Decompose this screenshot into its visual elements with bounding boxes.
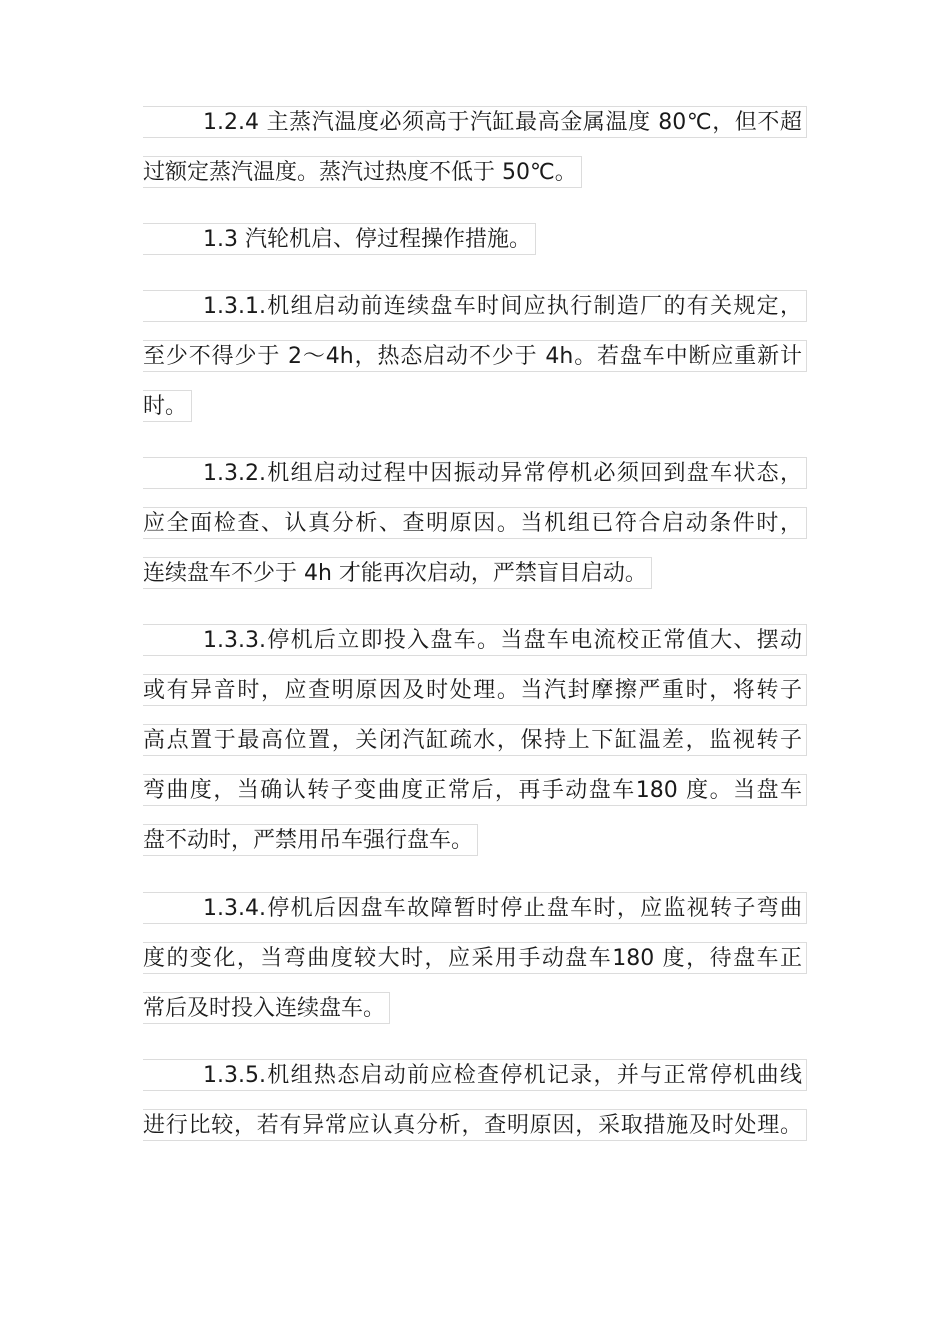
paragraph-1-3-3-line-1: 1.3.3.停机后立即投入盘车。当盘车电流校正常值大、摆动: [143, 624, 807, 656]
paragraph-1-3-4-line-3: 常后及时投入连续盘车。: [143, 992, 390, 1024]
paragraph-1-3-2-line-1: 1.3.2.机组启动过程中因振动异常停机必须回到盘车状态，: [143, 457, 807, 489]
heading-1-3: 1.3 汽轮机启、停过程操作措施。: [143, 223, 536, 255]
paragraph-1-2-4-line-2: 过额定蒸汽温度。蒸汽过热度不低于 50℃。: [143, 156, 582, 188]
paragraph-1-3-5-line-2: 进行比较，若有异常应认真分析，查明原因，采取措施及时处理。: [143, 1109, 807, 1141]
paragraph-1-3-5-line-1: 1.3.5.机组热态启动前应检查停机记录，并与正常停机曲线: [143, 1059, 807, 1091]
paragraph-1-3-1-line-1: 1.3.1.机组启动前连续盘车时间应执行制造厂的有关规定，: [143, 290, 807, 322]
paragraph-1-3-1-line-3: 时。: [143, 390, 192, 422]
paragraph-1-3-2-line-3: 连续盘车不少于 4h 才能再次启动，严禁盲目启动。: [143, 557, 652, 589]
paragraph-1-3-1-line-2: 至少不得少于 2～4h，热态启动不少于 4h。若盘车中断应重新计: [143, 340, 807, 372]
paragraph-1-3-3-line-3: 高点置于最高位置，关闭汽缸疏水，保持上下缸温差，监视转子: [143, 724, 807, 756]
paragraph-1-2-4-line-1: 1.2.4 主蒸汽温度必须高于汽缸最高金属温度 80℃，但不超: [143, 106, 807, 138]
paragraph-1-3-4-line-1: 1.3.4.停机后因盘车故障暂时停止盘车时，应监视转子弯曲: [143, 892, 807, 924]
paragraph-1-3-3-line-2: 或有异音时，应查明原因及时处理。当汽封摩擦严重时，将转子: [143, 674, 807, 706]
paragraph-1-3-3-line-4: 弯曲度，当确认转子变曲度正常后，再手动盘车180 度。当盘车: [143, 774, 807, 806]
paragraph-1-3-3-line-5: 盘不动时，严禁用吊车强行盘车。: [143, 824, 478, 856]
paragraph-1-3-2-line-2: 应全面检查、认真分析、查明原因。当机组已符合启动条件时，: [143, 507, 807, 539]
paragraph-1-3-4-line-2: 度的变化，当弯曲度较大时，应采用手动盘车180 度，待盘车正: [143, 942, 807, 974]
